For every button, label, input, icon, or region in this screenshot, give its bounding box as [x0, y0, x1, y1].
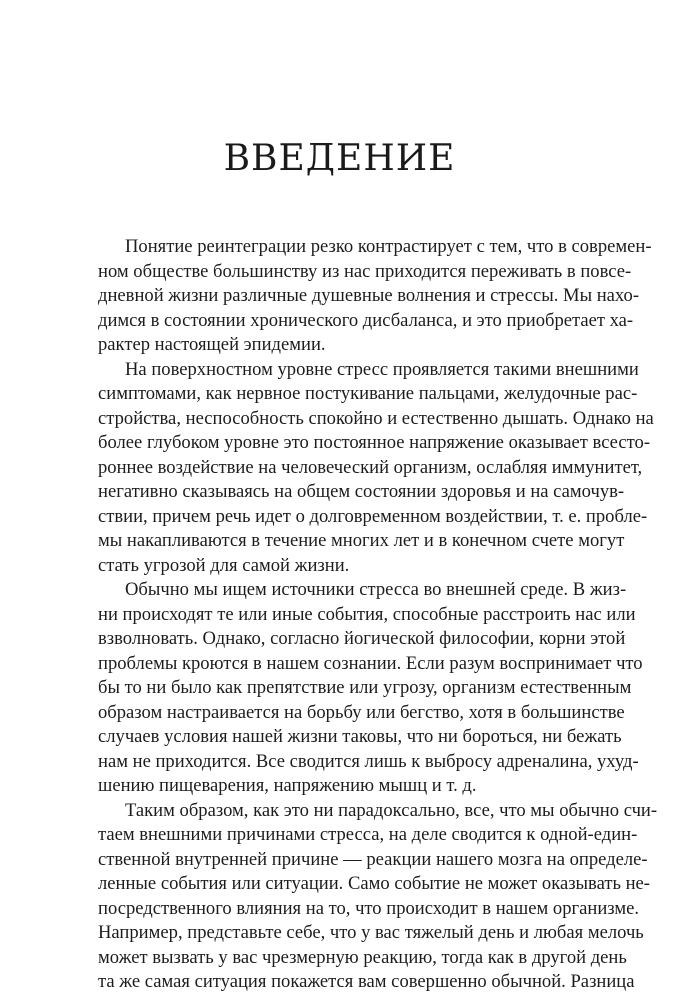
text-line: дневной жизни различные душевные волнения и стрессы. Мы нахо- [98, 285, 640, 306]
text-line: проблемы кроются в нашем сознании. Если разум воспринимает что [98, 652, 643, 674]
text-line: рактер настоящей эпидемии. [98, 334, 326, 355]
text-line: Обычно мы ищем источники стресса во внешней среде. В жиз- [125, 579, 627, 600]
text-line: Например, представьте себе, что у вас тяжелый день и любая мелочь [98, 922, 644, 943]
paragraph [98, 235, 652, 358]
text-line: шению пищеварения, напряжению мышц и т. д. [98, 775, 477, 796]
text-line: нам не приходится. Все сводится лишь к выбросу адреналина, ухуд- [98, 750, 639, 772]
text-line: ни происходят те или иные события, способные расстроить нас или [98, 603, 636, 625]
text-line: симптомами, как нервное постукивание пальцами, желудочные рас- [98, 383, 638, 404]
text-line: стать угрозой для самой жизни. [98, 554, 350, 576]
text-line: ствии, причем речь идет о долговременном воздействии, т. е. пробле- [98, 505, 648, 527]
paragraph [98, 358, 654, 579]
text-line: мы накапливаются в течение многих лет и в конечном счете могут [98, 530, 625, 551]
text-line: На поверхностном уровне стресс проявляется такими внешними [125, 358, 639, 380]
text-line: бы то ни было как препятствие или угрозу, организм естественным [98, 677, 632, 698]
text-line: ном обществе большинству из нас приходится переживать в повсе- [98, 260, 632, 282]
paragraph [98, 799, 658, 995]
paragraph [98, 578, 643, 799]
text-line: димся в состоянии хронического дисбаланса, и это приобретает ха- [98, 309, 634, 331]
text-line: более глубоком уровне это постоянное напряжение оказывает всесто- [98, 432, 651, 453]
text-line: ленные события или ситуации. Само событие не может оказывать не- [98, 873, 650, 894]
text-line: роннее воздействие на человеческий организм, ослабляя иммунитет, [98, 456, 643, 478]
text-line: Таким образом, как это ни парадоксально, все, что мы обычно счи- [125, 799, 658, 821]
text-line: случаев условия нашей жизни таковы, что ни бороться, ни бежать [98, 726, 622, 747]
text-line: таем внешними причинами стресса, на деле сводится к одной-един- [98, 824, 638, 845]
text-line: негативно сказываясь на общем состоянии здоровья и на самочув- [98, 481, 625, 502]
text-line: Понятие реинтеграции резко контрастирует с тем, что в современ- [125, 236, 652, 257]
text-line: та же самая ситуация покажется вам совершенно обычной. Разница [98, 971, 635, 992]
text-line: ственной внутренней причине — реакции нашего мозга на определе- [98, 848, 648, 870]
text-line: образом настраивается на борьбу или бегство, хотя в большинстве [98, 701, 625, 723]
text-line: посредственного влияния на то, что происходит в нашем организме. [98, 897, 640, 919]
body-text [98, 235, 658, 995]
text-line: может вызвать у вас чрезмерную реакцию, тогда как в другой день [98, 946, 627, 968]
text-line: стройства, неспособность спокойно и естественно дышать. Однако на [98, 407, 654, 429]
chapter-title: ВВЕДЕНИЕ [223, 138, 456, 179]
text-line: взволновать. Однако, согласно йогической философии, корни этой [98, 628, 626, 649]
